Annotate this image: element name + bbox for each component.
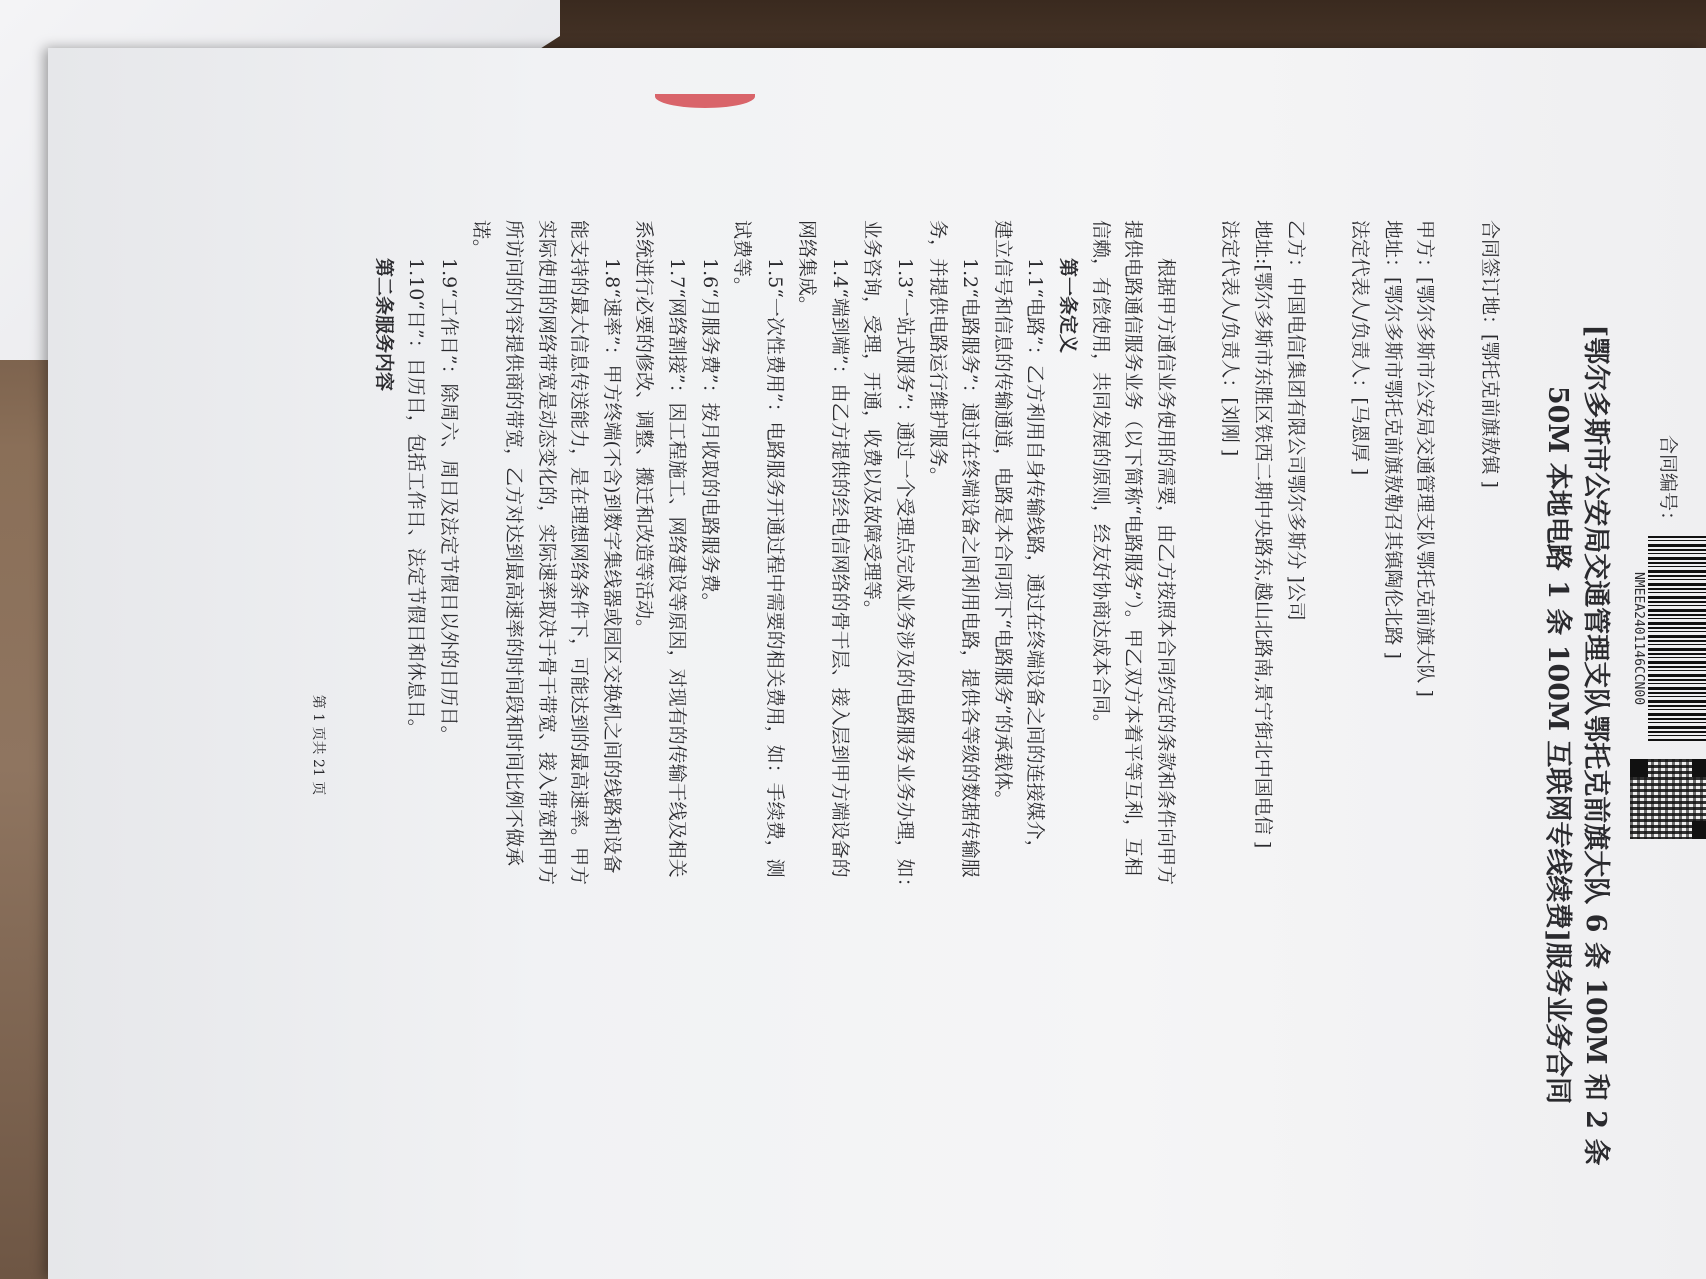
body-line: 1.10“日”：日历日，包括工作日、法定节假日和休息日。 [405, 258, 428, 738]
party-a-name: 甲方：[鄂尔多斯市公安局交通管理支队鄂托克前旗大队 ] [1414, 220, 1437, 697]
article-2-heading: 第二条服务内容 [372, 258, 395, 392]
party-b-address: 地址:[鄂尔多斯市东胜区铁西二期中央路东,越山北路南,景宁街北中国电信 ] [1252, 220, 1275, 849]
body-line: 务，并提供电路运行维护服务。 [926, 220, 949, 487]
party-b-representative: 法定代表人/负责人：[刘刚 ] [1219, 220, 1242, 457]
body-line: 1.3“一站式服务”：通过一个受理点完成业务涉及的电路服务业务办理，如： [894, 258, 917, 897]
qr-code-icon [1630, 759, 1706, 839]
signing-place: 合同签订地：[鄂托克前旗敖镇 ] [1479, 220, 1501, 488]
body-line: 系统进行必要的修改、调整、搬迁和改造等活动。 [633, 220, 656, 639]
body-line: 1.8“速率”：甲方终端(不含)到数字集线器或园区交换机之间的线路和设备 [600, 258, 623, 874]
body-line: 建立信号和信息的传输通道，电路是本合同项下“电路服务”的承载体。 [991, 220, 1014, 810]
article-1-heading: 第一条定义 [1057, 258, 1080, 354]
body-line: 1.9“工作日”：除周六、周日及法定节假日以外的日历日。 [437, 258, 460, 745]
party-a-representative: 法定代表人/负责人：[马恩厚 ] [1349, 220, 1372, 476]
party-a-address: 地址：[鄂尔多斯市鄂托克前旗敖勒召其镇陶伦北路 ] [1381, 220, 1404, 659]
barcode-block [1632, 536, 1706, 741]
contract-title [1538, 220, 1614, 1270]
body-line: 网络集成。 [796, 220, 819, 316]
body-line: 1.2“电路服务”：通过在终端设备之间利用电路，提供各等级的数据传输服 [959, 258, 982, 878]
barcode-icon [1649, 536, 1706, 741]
rotated-document-content [309, 220, 1706, 1270]
body-line: 实际使用的网络带宽是动态变化的，实际速率取决于骨干带宽、接入带宽和甲方 [535, 220, 558, 886]
contract-number-row [1620, 220, 1706, 1270]
contract-number-label: 合同编号： [1657, 435, 1680, 531]
body-line: 业务咨询，受理，开通，收费以及故障受理等。 [861, 220, 884, 620]
title-line-2: 50M 本地电路 1 条 100M 互联网专线续费]服务业务合同 [1542, 385, 1573, 1105]
title-line-1: [鄂尔多斯市公安局交通管理支队鄂托克前旗大队 6 条 100M 和 2 条 [1580, 324, 1611, 1166]
body-line: 试费等。 [731, 220, 754, 297]
body-line: 1.4“端到端”：由乙方提供的经电信网络的骨干层、接入层到甲方端设备的 [828, 258, 851, 878]
body-line: 信赖，有偿使用，共同发展的原则，经友好协商达成本合同。 [1089, 220, 1112, 734]
body-line: 诺。 [470, 220, 493, 259]
body-line: 1.5“一次性费用”：电路服务开通过程中需要的相关费用，如：手续费，测 [763, 258, 786, 878]
body-line: 能支持的最大信息传送能力，是在理想网络条件下，可能达到的最高速率。甲方 [568, 220, 591, 886]
party-b-name: 乙方：中国电信[集团有限公司鄂尔多斯分 ]公司 [1284, 220, 1307, 621]
barcode-number: NMEEA2401146CCN00 [1631, 571, 1647, 706]
body-line: 1.1“电路”：乙方利用自身传输线路，通过在终端设备之间的连接媒介， [1024, 258, 1047, 859]
page-footer: 第 1 页共 21 页 [310, 694, 326, 796]
body-line: 所访问的内容提供商的带宽，乙方对达到最高速率的时间段和时间比例不做承 [502, 220, 525, 867]
body-line: 根据甲方通信业务使用的需要，由乙方按照本合同约定的条款和条件向甲方 [1154, 258, 1177, 886]
body-line: 1.6“月服务费”：按月收取的电路服务费。 [698, 258, 721, 612]
body-line: 1.7“网络割接”：因工程施工、网络建设等原因，对现有的传输干线及相关 [665, 258, 688, 878]
body-line: 提供电路通信服务业务（以下简称“电路服务”）。甲乙双方本着平等互利，互相 [1122, 220, 1145, 876]
